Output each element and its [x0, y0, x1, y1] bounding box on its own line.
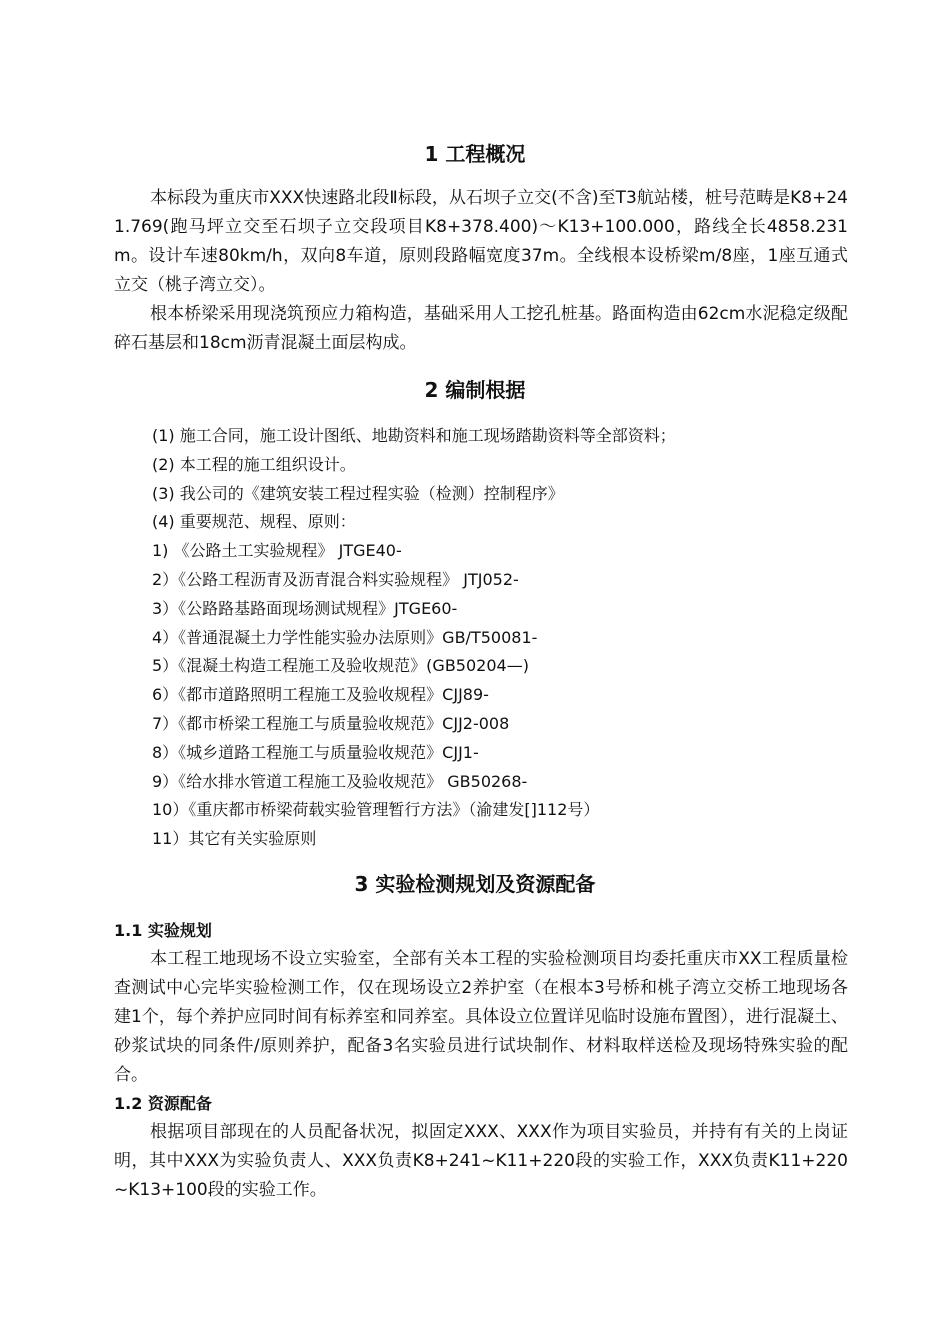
subsection-1-2-title: 1.2 资源配备 — [114, 1094, 212, 1113]
section-2-title: 2 编制根据 — [424, 378, 526, 402]
list-item: 2）《公路工程沥青及沥青混合料实验规程》 JTJ052- — [152, 569, 519, 589]
reference-list — [114, 422, 848, 854]
list-item: 6）《都市道路照明工程施工及验收规程》CJJ89- — [152, 685, 489, 705]
list-item: (1) 施工合同，施工设计图纸、地勘资料和施工现场踏勘资料等全部资料； — [152, 426, 676, 445]
list-item: 7）《都市桥梁工程施工与质量验收规范》CJJ2-008 — [152, 713, 510, 733]
subsection-1-2-paragraph: 根据项目部现在的人员配备状况，拟固定XXX、XXX作为项目实验员，并持有有关的上岗证明，其中XXX为实验负责人、XXX负责K8+241~K11+220段的实验工作，XXX负责K11+220~K13+100段的实验工作。 — [114, 1122, 848, 1200]
list-item: (2) 本工程的施工组织设计。 — [152, 454, 356, 474]
list-item: 8）《城乡道路工程施工与质量验收规范》CJJ1- — [152, 742, 479, 762]
subsection-1-1-paragraph: 本工程工地现场不设立实验室，全部有关本工程的实验检测项目均委托重庆市XX工程质量检查测试中心完毕实验检测工作，仅在现场设立2养护室（在根本3号桥和桃子湾立交桥工地现场各建1个，每个养护应同时间有标养室和同养室。具体设立位置详见临时设施布置图），进行混凝土、砂浆试块的同条件/原则养护，配备3名实验员进行试块制作、材料取样送检及现场特殊实验的配合。 — [114, 949, 848, 1085]
list-item: 4）《普通混凝土力学性能实验办法原则》GB/T50081- — [152, 627, 538, 647]
list-item: 9）《给水排水管道工程施工及验收规范》 GB50268- — [152, 771, 528, 791]
subsection-1-1-title: 1.1 实验规划 — [114, 921, 212, 940]
section-1-paragraph-2: 根本桥梁采用现浇筑预应力箱构造，基础采用人工挖孔桩基。路面构造由62cm水泥稳定级配碎石基层和18cm沥青混凝土面层构成。 — [114, 304, 848, 353]
section-3-body — [114, 917, 848, 1205]
section-3-title: 3 实验检测规划及资源配备 — [354, 872, 596, 896]
section-2-body — [114, 422, 848, 854]
list-item: 3）《公路路基路面现场测试规程》JTGE60- — [152, 598, 458, 618]
section-1-body — [114, 184, 848, 358]
list-item: 5）《混凝土构造工程施工及验收规范》(GB50204—) — [152, 656, 529, 676]
section-1-paragraph-1: 本标段为重庆市XXX快速路北段Ⅱ标段，从石坝子立交(不含)至T3航站楼，桩号范畴是K8+241.769(跑马坪立交至石坝子立交段项目K8+378.400)～K13+100.000，路线全长4858.231m。设计车速80km/h，双向8车道，原则段路幅宽度37m。全线根本设桥梁m/8座，1座互通式立交（桃子湾立交）。 — [114, 188, 848, 295]
list-item: 11）其它有关实验原则 — [152, 829, 317, 849]
list-item: 1) 《公路土工实验规程》 JTGE40- — [152, 541, 402, 561]
list-item: (4) 重要规范、规程、原则： — [152, 512, 356, 532]
list-item: 10）《重庆都市桥梁荷载实验管理暂行方法》（渝建发[]112号） — [152, 800, 600, 820]
section-1-title: 1 工程概况 — [424, 142, 526, 166]
list-item: (3) 我公司的《建筑安装工程过程实验（检测）控制程序》 — [152, 483, 564, 503]
